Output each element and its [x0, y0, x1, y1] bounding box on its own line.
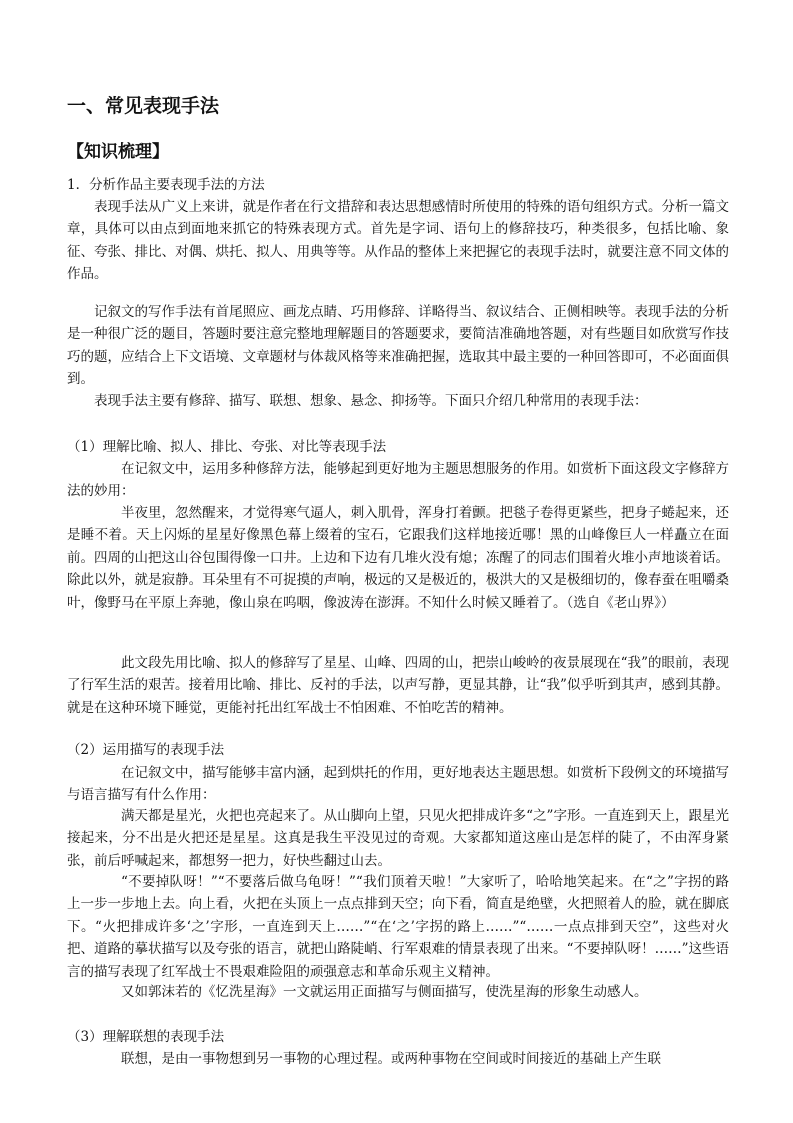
paragraph-3: 表现手法主要有修辞、描写、联想、想象、悬念、抑扬等。下面只介绍几种常用的表现手法： — [94, 393, 648, 409]
subsection-3-intro: 联想，是由一事物想到另一事物的心理过程。或两种事物在空间或时间接近的基础上产生联 — [121, 1051, 661, 1067]
subsection-2-intro: 在记叙文中，描写能够丰富内涵，起到烘托的作用，更好地表达主题思想。如赏析下段例文的环境描写与语言描写有什么作用： — [67, 765, 729, 804]
paragraph-2: 记叙文的写作手法有首尾照应、画龙点睛、巧用修辞、详略得当、叙议结合、正侧相映等。表现手法的分析是一种很广泛的题目，答题时要注意完整地理解题目的答题要求，要简洁准确地答题，对有些题目如欣赏写作技巧的题，应结合上下文语境、文章题材与体裁风格等来准确把握，选取其中最主要的一种回答即可，不必面面俱到。 — [67, 304, 729, 388]
subsection-2-quote-1: 满天都是星光，火把也亮起来了。从山脚向上望，只见火把排成许多“之”字形。一直连到天上，跟星光接起来，分不出是火把还是星星。这真是我生平没见过的奇观。大家都知道这座山是怎样的陡了，不由浑身紧张，前后呼喊起来，都想努一把力，好快些翻过山去。 — [67, 808, 729, 869]
subsection-1-quote: 半夜里，忽然醒来，才觉得寒气逼人，刺入肌骨，浑身打着颤。把毯子卷得更紧些，把身子蜷起来，还是睡不着。天上闪烁的星星好像黑色幕上缀着的宝石，它跟我们这样地接近哪！黑的山峰像巨人一样矗立在面前。四周的山把这山谷包围得像一口井。上边和下边有几堆火没有熄；冻醒了的同志们围着火堆小声地谈着话。除此以外，就是寂静。耳朵里有不可捉摸的声响，极远的又是极近的，极洪大的又是极细切的，像春蚕在咀嚼桑叶，像野马在平原上奔驰，像山泉在呜咽，像波涛在澎湃。不知什么时候又睡着了。（选自《老山界》） — [67, 505, 729, 611]
subsection-1-title: （1）理解比喻、拟人、排比、夸张、对比等表现手法 — [67, 439, 387, 455]
subsection-1-analysis: 此文段先用比喻、拟人的修辞写了星星、山峰、四周的山，把崇山峻岭的夜景展现在“我”的眼前，表现了行军生活的艰苦。接着用比喻、排比、反衬的手法，以声写静，更显其静，让“我”似乎听到其声，感到其静。就是在这种环境下睡觉，更能衬托出红军战士不怕困难、不怕吃苦的精神。 — [67, 655, 729, 716]
subsection-2-title: （2）运用描写的表现手法 — [67, 742, 225, 758]
section-heading: 一、常见表现手法 — [67, 95, 220, 117]
subsection-2-example: 又如郭沫若的《忆洗星海》一文就运用正面描写与侧面描写，使洗星海的形象生动感人。 — [121, 984, 648, 1000]
subsection-3-title: （3）理解联想的表现手法 — [67, 1029, 225, 1045]
item1-title: 1．分析作品主要表现手法的方法 — [67, 177, 265, 193]
knowledge-heading: 【知识梳理】 — [67, 142, 169, 162]
paragraph-1: 表现手法从广义上来讲，就是作者在行文措辞和表达思想感情时所使用的特殊的语句组织方式。分析一篇文章，具体可以由点到面地来抓它的特殊表现方式。首先是字词、语句上的修辞技巧，种类很多，包括比喻、象征、夸张、排比、对偶、烘托、拟人、用典等等。从作品的整体上来把握它的表现手法时，就要注意不同文体的作品。 — [67, 199, 729, 283]
subsection-2-quote-2: “不要掉队呀！”“不要落后做乌龟呀！”“我们顶着天啦！”大家听了，哈哈地笑起来。在“之”字拐的路上一步一步地上去。向上看，火把在头顶上一点点排到天空；向下看，简直是绝壁，火把照着人的脸，就在脚底下。“火把排成许多‘之’字形，一直连到天上……”“在‘之’字拐的路上……”“……一点点排到天空”，这些对火把、道路的摹状描写以及夸张的语言，就把山路陡峭、行军艰难的情景表现了出来。“不要掉队呀！……”这些语言的描写表现了红军战士不畏艰难险阻的顽强意志和革命乐观主义精神。 — [67, 874, 729, 980]
subsection-1-intro: 在记叙文中，运用多种修辞方法，能够起到更好地为主题思想服务的作用。如赏析下面这段文字修辞方法的妙用： — [67, 461, 729, 500]
